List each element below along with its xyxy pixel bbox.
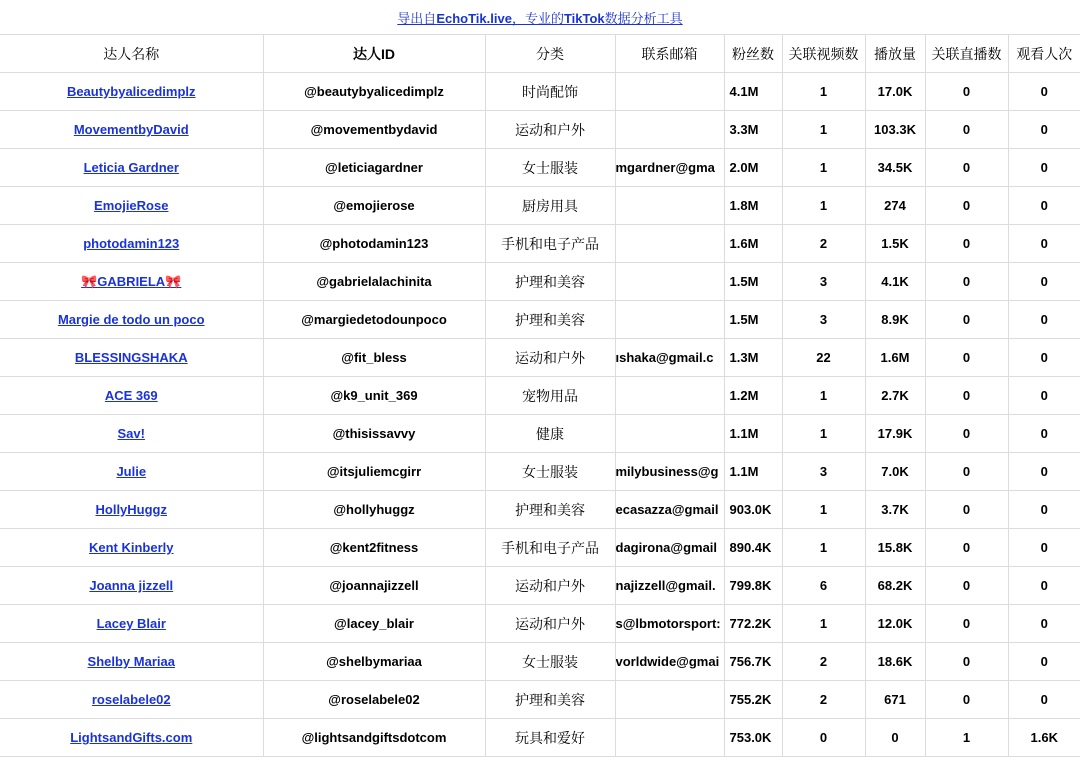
creator-lives-cell: 0 bbox=[925, 529, 1008, 567]
creator-id-cell: @hollyhuggz bbox=[263, 491, 485, 529]
creator-plays-cell: 7.0K bbox=[865, 453, 925, 491]
creator-lives-cell: 0 bbox=[925, 643, 1008, 681]
creator-plays-cell: 274 bbox=[865, 187, 925, 225]
creator-viewers-cell: 0 bbox=[1008, 643, 1080, 681]
creator-videos-cell: 1 bbox=[782, 605, 865, 643]
creator-email-cell: ıshaka@gmail.c bbox=[615, 339, 724, 377]
table-row bbox=[0, 681, 1080, 719]
creator-plays-cell: 17.9K bbox=[865, 415, 925, 453]
creator-videos-cell: 1 bbox=[782, 111, 865, 149]
creator-email-cell: milybusiness@g bbox=[615, 453, 724, 491]
creator-id-cell: @thisissavvy bbox=[263, 415, 485, 453]
creator-viewers-cell: 0 bbox=[1008, 415, 1080, 453]
creator-viewers-cell: 0 bbox=[1008, 567, 1080, 605]
creator-videos-cell: 2 bbox=[782, 681, 865, 719]
creator-name-link[interactable]: roselabele02 bbox=[91, 692, 171, 707]
creator-name-link-cell bbox=[0, 187, 263, 225]
creator-name-link[interactable]: Leticia Gardner bbox=[83, 160, 179, 175]
creator-viewers-cell: 0 bbox=[1008, 529, 1080, 567]
creator-category-cell: 运动和户外 bbox=[485, 567, 615, 605]
creator-id-cell: @photodamin123 bbox=[263, 225, 485, 263]
creator-name-link-cell bbox=[0, 453, 263, 491]
table-body bbox=[0, 73, 1080, 757]
creator-videos-cell: 2 bbox=[782, 225, 865, 263]
creator-lives-cell: 0 bbox=[925, 377, 1008, 415]
table-row bbox=[0, 529, 1080, 567]
creator-email-cell: s@lbmotorsport: bbox=[615, 605, 724, 643]
creator-category-cell: 手机和电子产品 bbox=[485, 529, 615, 567]
table-row bbox=[0, 377, 1080, 415]
creator-viewers-cell: 0 bbox=[1008, 111, 1080, 149]
table-row bbox=[0, 643, 1080, 681]
creator-lives-cell: 0 bbox=[925, 681, 1008, 719]
creator-id-cell: @leticiagardner bbox=[263, 149, 485, 187]
creator-plays-cell: 8.9K bbox=[865, 301, 925, 339]
creator-category-cell: 运动和户外 bbox=[485, 605, 615, 643]
creator-followers-cell: 2.0M bbox=[724, 149, 782, 187]
creator-name-link-cell bbox=[0, 301, 263, 339]
creator-videos-cell: 1 bbox=[782, 73, 865, 111]
creator-lives-cell: 0 bbox=[925, 111, 1008, 149]
creator-category-cell: 护理和美容 bbox=[485, 491, 615, 529]
creator-plays-cell: 2.7K bbox=[865, 377, 925, 415]
creator-name-link-cell bbox=[0, 73, 263, 111]
creator-lives-cell: 0 bbox=[925, 453, 1008, 491]
creator-id-cell: @lacey_blair bbox=[263, 605, 485, 643]
creator-lives-cell: 0 bbox=[925, 149, 1008, 187]
creator-plays-cell: 1.5K bbox=[865, 225, 925, 263]
creator-category-cell: 女士服装 bbox=[485, 453, 615, 491]
creator-name-link-cell bbox=[0, 415, 263, 453]
creator-name-link-cell bbox=[0, 529, 263, 567]
creator-email-cell bbox=[615, 187, 724, 225]
creator-name-link[interactable]: 🎀GABRIELA🎀 bbox=[81, 273, 182, 289]
creator-viewers-cell: 0 bbox=[1008, 301, 1080, 339]
creator-category-cell: 宠物用品 bbox=[485, 377, 615, 415]
creator-category-cell: 健康 bbox=[485, 415, 615, 453]
creator-plays-cell: 671 bbox=[865, 681, 925, 719]
table-row bbox=[0, 491, 1080, 529]
table-row bbox=[0, 149, 1080, 187]
creator-category-cell: 女士服装 bbox=[485, 149, 615, 187]
creator-name-link-cell bbox=[0, 149, 263, 187]
creator-category-cell: 护理和美容 bbox=[485, 263, 615, 301]
creator-email-cell bbox=[615, 263, 724, 301]
creator-email-cell bbox=[615, 415, 724, 453]
creator-email-cell bbox=[615, 719, 724, 757]
creator-videos-cell: 1 bbox=[782, 415, 865, 453]
creator-category-cell: 运动和户外 bbox=[485, 111, 615, 149]
creator-name-link-cell bbox=[0, 111, 263, 149]
export-middle: ，专业的 bbox=[511, 11, 564, 26]
creator-viewers-cell: 0 bbox=[1008, 73, 1080, 111]
creator-videos-cell: 22 bbox=[782, 339, 865, 377]
header-creator-id[interactable]: 达人ID bbox=[263, 35, 485, 73]
creator-email-cell bbox=[615, 681, 724, 719]
creator-videos-cell: 0 bbox=[782, 719, 865, 757]
creator-id-cell: @roselabele02 bbox=[263, 681, 485, 719]
creator-category-cell: 护理和美容 bbox=[485, 301, 615, 339]
table-header-row bbox=[0, 35, 1080, 73]
creator-plays-cell: 1.6M bbox=[865, 339, 925, 377]
header-email[interactable]: 联系邮箱 bbox=[615, 35, 724, 73]
table-row bbox=[0, 605, 1080, 643]
creator-name-link-cell bbox=[0, 567, 263, 605]
creator-name-link-cell bbox=[0, 681, 263, 719]
creator-followers-cell: 756.7K bbox=[724, 643, 782, 681]
creator-lives-cell: 0 bbox=[925, 415, 1008, 453]
creator-videos-cell: 3 bbox=[782, 301, 865, 339]
creator-name-link[interactable]: Joanna jizzell bbox=[89, 578, 174, 593]
creator-plays-cell: 15.8K bbox=[865, 529, 925, 567]
creator-plays-cell: 0 bbox=[865, 719, 925, 757]
creator-name-link-cell bbox=[0, 339, 263, 377]
creator-name-link[interactable]: Sav! bbox=[117, 426, 145, 441]
creator-followers-cell: 799.8K bbox=[724, 567, 782, 605]
creator-name-link[interactable]: Shelby Mariaa bbox=[87, 654, 175, 669]
table-row bbox=[0, 225, 1080, 263]
creator-followers-cell: 772.2K bbox=[724, 605, 782, 643]
creator-followers-cell: 1.1M bbox=[724, 453, 782, 491]
table-row bbox=[0, 339, 1080, 377]
creator-followers-cell: 903.0K bbox=[724, 491, 782, 529]
creator-viewers-cell: 0 bbox=[1008, 605, 1080, 643]
creator-name-link[interactable]: Lacey Blair bbox=[96, 616, 166, 631]
creator-videos-cell: 3 bbox=[782, 453, 865, 491]
creator-name-link-cell bbox=[0, 643, 263, 681]
creator-category-cell: 手机和电子产品 bbox=[485, 225, 615, 263]
creator-plays-cell: 103.3K bbox=[865, 111, 925, 149]
creator-videos-cell: 6 bbox=[782, 567, 865, 605]
creator-followers-cell: 4.1M bbox=[724, 73, 782, 111]
header-creator-name[interactable]: 达人名称 bbox=[0, 35, 263, 73]
creator-name-link[interactable]: Kent Kinberly bbox=[88, 540, 174, 555]
creator-name-link-cell bbox=[0, 225, 263, 263]
header-plays[interactable]: 播放量 bbox=[865, 35, 925, 73]
export-site: EchoTik.live bbox=[436, 11, 512, 26]
creator-viewers-cell: 0 bbox=[1008, 263, 1080, 301]
creator-plays-cell: 3.7K bbox=[865, 491, 925, 529]
creator-lives-cell: 0 bbox=[925, 73, 1008, 111]
creator-table bbox=[0, 34, 1080, 757]
creator-followers-cell: 890.4K bbox=[724, 529, 782, 567]
creator-name-link-cell bbox=[0, 263, 263, 301]
creator-followers-cell: 1.1M bbox=[724, 415, 782, 453]
creator-plays-cell: 34.5K bbox=[865, 149, 925, 187]
table-row bbox=[0, 301, 1080, 339]
creator-lives-cell: 0 bbox=[925, 491, 1008, 529]
creator-id-cell: @emojierose bbox=[263, 187, 485, 225]
creator-lives-cell: 0 bbox=[925, 187, 1008, 225]
creator-lives-cell: 0 bbox=[925, 605, 1008, 643]
creator-plays-cell: 12.0K bbox=[865, 605, 925, 643]
creator-viewers-cell: 0 bbox=[1008, 377, 1080, 415]
export-brand: TikTok bbox=[563, 11, 605, 26]
creator-viewers-cell: 0 bbox=[1008, 187, 1080, 225]
creator-viewers-cell: 0 bbox=[1008, 339, 1080, 377]
creator-followers-cell: 3.3M bbox=[724, 111, 782, 149]
header-followers[interactable]: 粉丝数 bbox=[724, 35, 782, 73]
creator-name-link-cell bbox=[0, 377, 263, 415]
creator-id-cell: @shelbymariaa bbox=[263, 643, 485, 681]
creator-email-cell bbox=[615, 73, 724, 111]
creator-viewers-cell: 1.6K bbox=[1008, 719, 1080, 757]
creator-lives-cell: 0 bbox=[925, 301, 1008, 339]
creator-videos-cell: 1 bbox=[782, 377, 865, 415]
creator-id-cell: @fit_bless bbox=[263, 339, 485, 377]
creator-plays-cell: 68.2K bbox=[865, 567, 925, 605]
creator-email-cell bbox=[615, 225, 724, 263]
creator-viewers-cell: 0 bbox=[1008, 491, 1080, 529]
creator-name-link[interactable]: ACE 369 bbox=[104, 388, 158, 403]
creator-email-cell: vorldwide@gmai bbox=[615, 643, 724, 681]
creator-lives-cell: 1 bbox=[925, 719, 1008, 757]
creator-followers-cell: 1.2M bbox=[724, 377, 782, 415]
creator-followers-cell: 755.2K bbox=[724, 681, 782, 719]
creator-name-link-cell bbox=[0, 719, 263, 757]
creator-followers-cell: 753.0K bbox=[724, 719, 782, 757]
header-category[interactable]: 分类 bbox=[485, 35, 615, 73]
export-link-bar bbox=[0, 0, 1080, 34]
creator-email-cell bbox=[615, 111, 724, 149]
creator-category-cell: 女士服装 bbox=[485, 643, 615, 681]
creator-viewers-cell: 0 bbox=[1008, 149, 1080, 187]
creator-name-link-cell bbox=[0, 605, 263, 643]
creator-lives-cell: 0 bbox=[925, 225, 1008, 263]
creator-category-cell: 玩具和爱好 bbox=[485, 719, 615, 757]
creator-plays-cell: 17.0K bbox=[865, 73, 925, 111]
creator-id-cell: @gabrielalachinita bbox=[263, 263, 485, 301]
creator-id-cell: @joannajizzell bbox=[263, 567, 485, 605]
creator-id-cell: @itsjuliemcgirr bbox=[263, 453, 485, 491]
creator-followers-cell: 1.3M bbox=[724, 339, 782, 377]
table-row bbox=[0, 187, 1080, 225]
creator-name-link[interactable]: EmojieRose bbox=[94, 198, 169, 213]
creator-email-cell: najizzell@gmail. bbox=[615, 567, 724, 605]
creator-videos-cell: 1 bbox=[782, 187, 865, 225]
creator-name-link[interactable]: HollyHuggz bbox=[95, 502, 167, 517]
creator-viewers-cell: 0 bbox=[1008, 225, 1080, 263]
creator-email-cell: dagirona@gmail bbox=[615, 529, 724, 567]
creator-videos-cell: 3 bbox=[782, 263, 865, 301]
creator-followers-cell: 1.5M bbox=[724, 301, 782, 339]
creator-category-cell: 时尚配饰 bbox=[485, 73, 615, 111]
table-row bbox=[0, 567, 1080, 605]
creator-followers-cell: 1.5M bbox=[724, 263, 782, 301]
creator-id-cell: @kent2fitness bbox=[263, 529, 485, 567]
creator-videos-cell: 1 bbox=[782, 491, 865, 529]
creator-plays-cell: 4.1K bbox=[865, 263, 925, 301]
creator-name-link[interactable]: BLESSINGSHAKA bbox=[74, 350, 188, 365]
table-row bbox=[0, 453, 1080, 491]
creator-id-cell: @k9_unit_369 bbox=[263, 377, 485, 415]
creator-viewers-cell: 0 bbox=[1008, 681, 1080, 719]
creator-name-link[interactable]: MovementbyDavid bbox=[73, 122, 189, 137]
header-videos[interactable]: 关联视频数 bbox=[782, 35, 865, 73]
creator-name-link[interactable]: LightsandGifts.com bbox=[70, 730, 193, 745]
table-row bbox=[0, 111, 1080, 149]
table-row bbox=[0, 719, 1080, 757]
creator-viewers-cell: 0 bbox=[1008, 453, 1080, 491]
creator-category-cell: 厨房用具 bbox=[485, 187, 615, 225]
export-suffix: 数据分析工具 bbox=[604, 11, 683, 26]
creator-followers-cell: 1.8M bbox=[724, 187, 782, 225]
creator-name-link[interactable]: Margie de todo un poco bbox=[57, 312, 205, 327]
export-prefix: 导出自 bbox=[397, 11, 437, 26]
table-row bbox=[0, 415, 1080, 453]
creator-email-cell bbox=[615, 377, 724, 415]
creator-lives-cell: 0 bbox=[925, 263, 1008, 301]
creator-videos-cell: 2 bbox=[782, 643, 865, 681]
creator-name-link[interactable]: Beautybyalicedimplz bbox=[66, 84, 196, 99]
creator-name-link[interactable]: Julie bbox=[116, 464, 147, 479]
creator-table-container bbox=[0, 34, 1080, 757]
header-viewers[interactable]: 观看人次 bbox=[1008, 35, 1080, 73]
creator-name-link[interactable]: photodamin123 bbox=[83, 236, 180, 251]
creator-id-cell: @lightsandgiftsdotcom bbox=[263, 719, 485, 757]
creator-followers-cell: 1.6M bbox=[724, 225, 782, 263]
creator-id-cell: @movementbydavid bbox=[263, 111, 485, 149]
creator-category-cell: 运动和户外 bbox=[485, 339, 615, 377]
creator-id-cell: @beautybyalicedimplz bbox=[263, 73, 485, 111]
creator-email-cell: ecasazza@gmail bbox=[615, 491, 724, 529]
creator-plays-cell: 18.6K bbox=[865, 643, 925, 681]
table-row bbox=[0, 73, 1080, 111]
creator-email-cell: mgardner@gma bbox=[615, 149, 724, 187]
creator-lives-cell: 0 bbox=[925, 339, 1008, 377]
creator-email-cell bbox=[615, 301, 724, 339]
creator-id-cell: @margiedetodounpoco bbox=[263, 301, 485, 339]
export-source-link[interactable] bbox=[397, 8, 682, 27]
table-row bbox=[0, 263, 1080, 301]
creator-videos-cell: 1 bbox=[782, 529, 865, 567]
creator-lives-cell: 0 bbox=[925, 567, 1008, 605]
creator-name-link-cell bbox=[0, 491, 263, 529]
creator-videos-cell: 1 bbox=[782, 149, 865, 187]
creator-category-cell: 护理和美容 bbox=[485, 681, 615, 719]
header-lives[interactable]: 关联直播数 bbox=[925, 35, 1008, 73]
